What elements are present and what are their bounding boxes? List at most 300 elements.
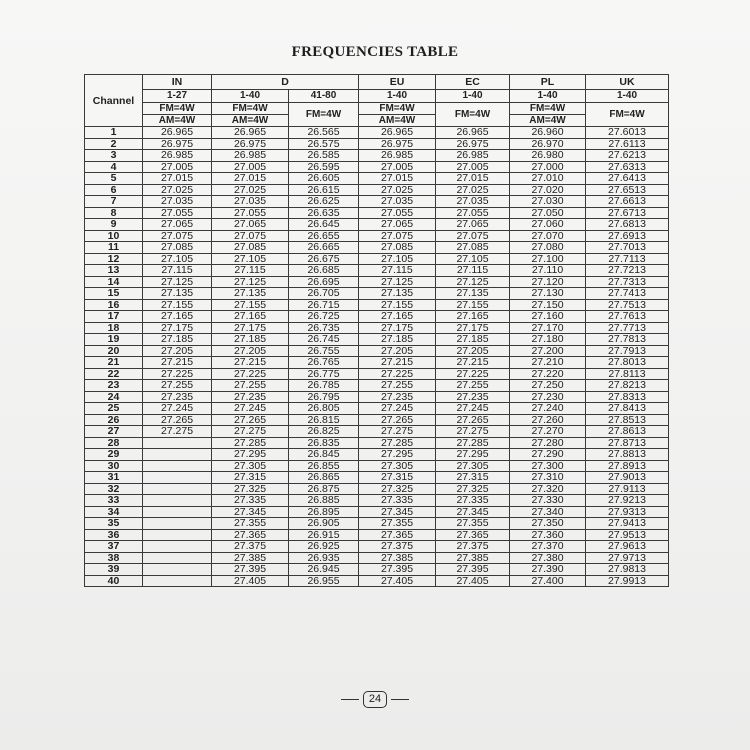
freq-uk-cell: 27.9813 [586,564,669,576]
freq-ec-cell: 27.235 [436,391,510,403]
freq-in-cell [143,552,212,564]
freq-uk-cell: 27.7113 [586,253,669,265]
freq-d2-cell: 26.835 [289,437,359,449]
freq-ec-cell: 27.205 [436,345,510,357]
freq-ec-cell: 27.395 [436,564,510,576]
freq-d2-cell: 26.695 [289,276,359,288]
freq-d2-cell: 26.735 [289,322,359,334]
freq-d2-cell: 26.655 [289,230,359,242]
freq-ec-cell: 27.025 [436,184,510,196]
range-uk: 1-40 [586,90,669,103]
table-row [85,127,669,139]
freq-eu-cell: 27.205 [359,345,436,357]
table-row [85,380,669,392]
freq-ec-cell: 27.005 [436,161,510,173]
range-pl: 1-40 [510,90,586,103]
freq-uk-cell: 27.9313 [586,506,669,518]
freq-d2-cell: 26.865 [289,472,359,484]
freq-eu-cell: 27.225 [359,368,436,380]
freq-in-cell: 27.125 [143,276,212,288]
channel-cell: 4 [85,161,143,173]
freq-uk-cell: 27.7513 [586,299,669,311]
freq-ec-cell: 27.305 [436,460,510,472]
freq-ec-cell: 27.065 [436,219,510,231]
freq-uk-cell: 27.7713 [586,322,669,334]
region-pl-header: PL [510,75,586,90]
freq-d2-cell: 26.955 [289,575,359,587]
freq-ec-cell: 27.365 [436,529,510,541]
table-row [85,138,669,150]
freq-ec-cell: 26.965 [436,127,510,139]
freq-d2-cell: 26.665 [289,242,359,254]
freq-ec-cell: 27.175 [436,322,510,334]
table-row [85,518,669,530]
freq-eu-cell: 27.185 [359,334,436,346]
freq-pl-cell: 27.120 [510,276,586,288]
freq-d1-cell: 27.085 [212,242,289,254]
table-row [85,414,669,426]
freq-eu-cell: 27.355 [359,518,436,530]
power-fm-uk: FM=4W [586,103,669,127]
page-number: 24 [363,691,387,708]
footer-rule-right [391,699,409,700]
freq-pl-cell: 27.390 [510,564,586,576]
freq-in-cell [143,449,212,461]
channel-cell: 21 [85,357,143,369]
freq-ec-cell: 27.215 [436,357,510,369]
freq-pl-cell: 27.370 [510,541,586,553]
freq-eu-cell: 27.155 [359,299,436,311]
channel-cell: 17 [85,311,143,323]
freq-eu-cell: 27.115 [359,265,436,277]
freq-eu-cell: 27.245 [359,403,436,415]
freq-d1-cell: 27.325 [212,483,289,495]
freq-in-cell: 27.065 [143,219,212,231]
freq-eu-cell: 27.135 [359,288,436,300]
freq-uk-cell: 27.8913 [586,460,669,472]
table-row [85,219,669,231]
freq-uk-cell: 27.7313 [586,276,669,288]
table-row [85,483,669,495]
freq-uk-cell: 27.8813 [586,449,669,461]
table-row [85,426,669,438]
freq-ec-cell: 27.115 [436,265,510,277]
freq-in-cell [143,460,212,472]
region-d-header: D [212,75,359,90]
freq-d2-cell: 26.925 [289,541,359,553]
power-am-pl: AM=4W [510,115,586,127]
table-row [85,552,669,564]
freq-in-cell: 26.985 [143,150,212,162]
freq-d1-cell: 27.335 [212,495,289,507]
freq-d2-cell: 26.745 [289,334,359,346]
channel-cell: 3 [85,150,143,162]
channel-cell: 34 [85,506,143,518]
freq-pl-cell: 27.280 [510,437,586,449]
freq-pl-cell: 27.100 [510,253,586,265]
freq-in-cell: 27.085 [143,242,212,254]
table-row [85,230,669,242]
channel-cell: 20 [85,345,143,357]
freq-eu-cell: 26.975 [359,138,436,150]
freq-in-cell [143,564,212,576]
freq-d1-cell: 27.275 [212,426,289,438]
table-row [85,449,669,461]
channel-cell: 9 [85,219,143,231]
table-header [85,75,669,127]
region-eu-header: EU [359,75,436,90]
freq-eu-cell: 26.965 [359,127,436,139]
freq-d2-cell: 26.805 [289,403,359,415]
freq-d2-cell: 26.585 [289,150,359,162]
table-row [85,150,669,162]
freq-ec-cell: 27.385 [436,552,510,564]
channel-cell: 28 [85,437,143,449]
freq-in-cell: 26.965 [143,127,212,139]
channel-cell: 7 [85,196,143,208]
freq-ec-cell: 27.155 [436,299,510,311]
freq-d1-cell: 27.105 [212,253,289,265]
freq-d2-cell: 26.715 [289,299,359,311]
channel-cell: 14 [85,276,143,288]
freq-ec-cell: 27.295 [436,449,510,461]
freq-eu-cell: 27.295 [359,449,436,461]
table-row [85,322,669,334]
freq-uk-cell: 27.8513 [586,414,669,426]
freq-eu-cell: 27.405 [359,575,436,587]
freq-uk-cell: 27.6113 [586,138,669,150]
header-row-fm [85,103,669,115]
freq-d1-cell: 27.015 [212,173,289,185]
freq-pl-cell: 27.030 [510,196,586,208]
power-am-d1: AM=4W [212,115,289,127]
freq-pl-cell: 27.360 [510,529,586,541]
freq-ec-cell: 27.255 [436,380,510,392]
channel-cell: 23 [85,380,143,392]
freq-eu-cell: 27.025 [359,184,436,196]
table-row [85,173,669,185]
freq-uk-cell: 27.6513 [586,184,669,196]
freq-d2-cell: 26.875 [289,483,359,495]
table-row [85,575,669,587]
channel-cell: 13 [85,265,143,277]
freq-pl-cell: 27.300 [510,460,586,472]
header-row-ranges [85,90,669,103]
freq-eu-cell: 27.055 [359,207,436,219]
channel-cell: 38 [85,552,143,564]
freq-in-cell [143,541,212,553]
freq-d2-cell: 26.625 [289,196,359,208]
table-row [85,368,669,380]
table-body [85,127,669,587]
channel-cell: 40 [85,575,143,587]
freq-in-cell: 27.205 [143,345,212,357]
freq-pl-cell: 26.960 [510,127,586,139]
freq-d1-cell: 27.255 [212,380,289,392]
freq-in-cell: 27.155 [143,299,212,311]
freq-d1-cell: 27.225 [212,368,289,380]
freq-pl-cell: 27.010 [510,173,586,185]
freq-in-cell [143,518,212,530]
channel-cell: 29 [85,449,143,461]
page-number-footer [0,690,750,708]
freq-uk-cell: 27.7013 [586,242,669,254]
table-row [85,345,669,357]
channel-cell: 24 [85,391,143,403]
range-d2: 41-80 [289,90,359,103]
table-row [85,161,669,173]
table-row [85,506,669,518]
table-row [85,472,669,484]
freq-eu-cell: 27.085 [359,242,436,254]
freq-eu-cell: 27.105 [359,253,436,265]
page-title: FREQUENCIES TABLE [291,44,459,60]
table-row [85,265,669,277]
region-uk-header: UK [586,75,669,90]
freq-pl-cell: 27.240 [510,403,586,415]
freq-pl-cell: 27.060 [510,219,586,231]
freq-d2-cell: 26.855 [289,460,359,472]
freq-pl-cell: 27.000 [510,161,586,173]
channel-cell: 31 [85,472,143,484]
freq-uk-cell: 27.6313 [586,161,669,173]
table-row [85,299,669,311]
channel-cell: 8 [85,207,143,219]
freq-pl-cell: 27.070 [510,230,586,242]
freq-d2-cell: 26.675 [289,253,359,265]
freq-d1-cell: 27.115 [212,265,289,277]
freq-eu-cell: 27.385 [359,552,436,564]
freq-eu-cell: 27.075 [359,230,436,242]
table-row [85,564,669,576]
channel-cell: 16 [85,299,143,311]
freq-eu-cell: 27.235 [359,391,436,403]
freq-d1-cell: 27.205 [212,345,289,357]
header-row-regions [85,75,669,90]
freq-ec-cell: 27.105 [436,253,510,265]
freq-pl-cell: 27.230 [510,391,586,403]
power-fm-in: FM=4W [143,103,212,115]
freq-eu-cell: 27.335 [359,495,436,507]
channel-cell: 35 [85,518,143,530]
freq-d1-cell: 27.285 [212,437,289,449]
table-row [85,357,669,369]
freq-ec-cell: 27.075 [436,230,510,242]
freq-uk-cell: 27.7913 [586,345,669,357]
freq-uk-cell: 27.8613 [586,426,669,438]
freq-uk-cell: 27.7613 [586,311,669,323]
freq-eu-cell: 27.165 [359,311,436,323]
freq-ec-cell: 27.275 [436,426,510,438]
freq-d1-cell: 27.065 [212,219,289,231]
freq-in-cell [143,472,212,484]
freq-in-cell [143,437,212,449]
freq-uk-cell: 27.7213 [586,265,669,277]
channel-cell: 32 [85,483,143,495]
freq-pl-cell: 27.310 [510,472,586,484]
freq-uk-cell: 27.9513 [586,529,669,541]
freq-uk-cell: 27.9613 [586,541,669,553]
channel-cell: 18 [85,322,143,334]
freq-d2-cell: 26.775 [289,368,359,380]
freq-ec-cell: 27.325 [436,483,510,495]
freq-ec-cell: 26.975 [436,138,510,150]
freq-d1-cell: 27.355 [212,518,289,530]
table-row [85,437,669,449]
freq-pl-cell: 26.970 [510,138,586,150]
channel-cell: 30 [85,460,143,472]
power-am-in: AM=4W [143,115,212,127]
freq-d1-cell: 27.075 [212,230,289,242]
freq-d1-cell: 27.215 [212,357,289,369]
channel-cell: 1 [85,127,143,139]
table-row [85,276,669,288]
freq-in-cell [143,483,212,495]
freq-ec-cell: 27.315 [436,472,510,484]
table-row [85,242,669,254]
freq-eu-cell: 27.315 [359,472,436,484]
freq-uk-cell: 27.6013 [586,127,669,139]
freq-pl-cell: 27.220 [510,368,586,380]
range-d1: 1-40 [212,90,289,103]
freq-d2-cell: 26.885 [289,495,359,507]
freq-d1-cell: 27.365 [212,529,289,541]
power-fm-pl: FM=4W [510,103,586,115]
channel-cell: 36 [85,529,143,541]
freq-d2-cell: 26.845 [289,449,359,461]
freq-uk-cell: 27.7813 [586,334,669,346]
freq-pl-cell: 27.380 [510,552,586,564]
table-row [85,334,669,346]
freq-in-cell [143,575,212,587]
freq-in-cell: 27.175 [143,322,212,334]
freq-uk-cell: 27.9113 [586,483,669,495]
freq-uk-cell: 27.6813 [586,219,669,231]
freq-uk-cell: 27.6613 [586,196,669,208]
freq-ec-cell: 27.135 [436,288,510,300]
channel-cell: 39 [85,564,143,576]
freq-in-cell [143,495,212,507]
freq-ec-cell: 27.165 [436,311,510,323]
freq-in-cell: 27.225 [143,368,212,380]
freq-d2-cell: 26.575 [289,138,359,150]
region-in-header: IN [143,75,212,90]
freq-d2-cell: 26.685 [289,265,359,277]
freq-pl-cell: 27.400 [510,575,586,587]
freq-d1-cell: 27.055 [212,207,289,219]
freq-pl-cell: 27.290 [510,449,586,461]
channel-cell: 11 [85,242,143,254]
freq-eu-cell: 27.325 [359,483,436,495]
freq-eu-cell: 27.395 [359,564,436,576]
freq-d1-cell: 27.165 [212,311,289,323]
freq-pl-cell: 27.200 [510,345,586,357]
freq-d1-cell: 27.315 [212,472,289,484]
freq-in-cell: 27.135 [143,288,212,300]
freq-d1-cell: 27.125 [212,276,289,288]
channel-cell: 6 [85,184,143,196]
freq-ec-cell: 27.125 [436,276,510,288]
freq-d1-cell: 26.975 [212,138,289,150]
freq-in-cell: 27.115 [143,265,212,277]
freq-pl-cell: 27.170 [510,322,586,334]
freq-d1-cell: 27.025 [212,184,289,196]
channel-cell: 25 [85,403,143,415]
freq-d2-cell: 26.795 [289,391,359,403]
freq-ec-cell: 27.245 [436,403,510,415]
freq-in-cell: 26.975 [143,138,212,150]
freq-eu-cell: 27.365 [359,529,436,541]
table-row [85,184,669,196]
freq-eu-cell: 27.375 [359,541,436,553]
power-fm-ec: FM=4W [436,103,510,127]
freq-eu-cell: 27.125 [359,276,436,288]
freq-ec-cell: 26.985 [436,150,510,162]
freq-d2-cell: 26.565 [289,127,359,139]
freq-d1-cell: 27.295 [212,449,289,461]
freq-pl-cell: 27.080 [510,242,586,254]
freq-d1-cell: 27.245 [212,403,289,415]
freq-ec-cell: 27.335 [436,495,510,507]
freq-pl-cell: 27.260 [510,414,586,426]
freq-ec-cell: 27.345 [436,506,510,518]
freq-ec-cell: 27.285 [436,437,510,449]
freq-d2-cell: 26.905 [289,518,359,530]
freq-uk-cell: 27.8413 [586,403,669,415]
freq-pl-cell: 27.020 [510,184,586,196]
freq-ec-cell: 27.225 [436,368,510,380]
freq-in-cell: 27.165 [143,311,212,323]
channel-cell: 19 [85,334,143,346]
freq-pl-cell: 27.210 [510,357,586,369]
freq-eu-cell: 27.005 [359,161,436,173]
freq-eu-cell: 27.015 [359,173,436,185]
freq-ec-cell: 27.085 [436,242,510,254]
freq-uk-cell: 27.6213 [586,150,669,162]
channel-cell: 22 [85,368,143,380]
freq-in-cell: 27.105 [143,253,212,265]
freq-in-cell: 27.015 [143,173,212,185]
freq-d2-cell: 26.605 [289,173,359,185]
freq-eu-cell: 27.035 [359,196,436,208]
freq-d1-cell: 27.305 [212,460,289,472]
freq-uk-cell: 27.9013 [586,472,669,484]
freq-d1-cell: 27.035 [212,196,289,208]
power-am-eu: AM=4W [359,115,436,127]
range-eu: 1-40 [359,90,436,103]
freq-d2-cell: 26.595 [289,161,359,173]
freq-d1-cell: 27.185 [212,334,289,346]
freq-in-cell: 27.035 [143,196,212,208]
freq-in-cell: 27.055 [143,207,212,219]
freq-ec-cell: 27.405 [436,575,510,587]
channel-cell: 12 [85,253,143,265]
freq-d2-cell: 26.645 [289,219,359,231]
table-row [85,541,669,553]
freq-pl-cell: 27.180 [510,334,586,346]
freq-uk-cell: 27.6413 [586,173,669,185]
freq-d2-cell: 26.945 [289,564,359,576]
freq-in-cell: 27.245 [143,403,212,415]
channel-cell: 27 [85,426,143,438]
freq-pl-cell: 27.150 [510,299,586,311]
channel-cell: 2 [85,138,143,150]
freq-in-cell: 27.075 [143,230,212,242]
freq-ec-cell: 27.265 [436,414,510,426]
power-fm-eu: FM=4W [359,103,436,115]
freq-eu-cell: 27.275 [359,426,436,438]
freq-in-cell [143,506,212,518]
